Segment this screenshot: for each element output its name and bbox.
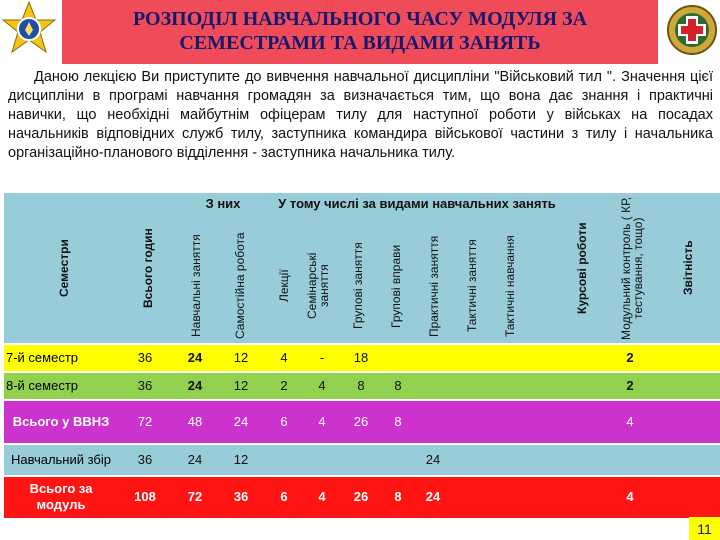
cell-practical xyxy=(418,400,448,444)
cell-lectures: 6 xyxy=(280,414,288,429)
header-of-them: З них xyxy=(205,196,241,211)
header-group-classes: Групові заняття xyxy=(351,242,365,330)
cell-group-classes: 8 xyxy=(357,378,365,393)
cell-module-control: 2 xyxy=(626,378,634,393)
header-module-control: Модульний контроль ( КР, тестування, тощо) xyxy=(619,196,645,340)
cell-self-study: 24 xyxy=(233,414,249,429)
cell-seminars xyxy=(310,444,334,476)
cell-group-classes: 18 xyxy=(353,350,369,365)
cell-practical: 24 xyxy=(425,489,441,504)
cell-total: 36 xyxy=(137,378,153,393)
cell-module-control: 2 xyxy=(626,350,634,365)
cell-classroom: 24 xyxy=(187,378,203,393)
header-seminars: Семінарські заняття xyxy=(305,252,331,320)
header-semesters: Семестри xyxy=(57,239,71,297)
page-number: 11 xyxy=(689,517,720,540)
header-classroom: Навчальні заняття xyxy=(189,234,203,338)
cell-self-study: 12 xyxy=(233,378,249,393)
cell-total: 36 xyxy=(137,452,153,467)
cell-group-exercises: 8 xyxy=(394,378,402,393)
cell-practical xyxy=(418,372,448,400)
cell-classroom: 48 xyxy=(187,414,203,429)
cell-classroom: 72 xyxy=(187,489,203,504)
row-label: 7-й семестр xyxy=(6,350,79,365)
title-line-2: СЕМЕСТРАМИ ТА ВИДАМИ ЗАНЯТЬ xyxy=(179,32,541,54)
header-coursework: Курсові роботи xyxy=(575,222,589,314)
cell-lectures: 4 xyxy=(280,350,288,365)
cell-total: 36 xyxy=(137,350,153,365)
cell-group-classes: 26 xyxy=(353,414,369,429)
cell-total: 108 xyxy=(134,489,156,504)
cell-module-control: 4 xyxy=(626,414,634,429)
cell-seminars: - xyxy=(319,350,325,365)
cell-lectures: 6 xyxy=(280,489,288,504)
cell-classroom: 24 xyxy=(187,452,203,467)
cell-group-exercises: 8 xyxy=(394,489,402,504)
cell-module-control xyxy=(616,444,644,476)
header-by-type: У тому числі за видами навчальних занять xyxy=(278,196,556,211)
cell-total: 72 xyxy=(137,414,153,429)
header-total-hours: Всього годин xyxy=(141,228,155,308)
cell-seminars: 4 xyxy=(318,414,326,429)
row-label: Всього у ВВНЗ xyxy=(12,414,110,429)
cell-lectures xyxy=(272,444,296,476)
header-reporting: Звітність xyxy=(681,240,695,296)
cell-seminars: 4 xyxy=(318,489,326,504)
cell-practical: 24 xyxy=(425,452,441,467)
header-practical: Практичні заняття xyxy=(427,235,441,337)
cell-self-study: 36 xyxy=(233,489,249,504)
cell-self-study: 12 xyxy=(233,452,249,467)
cell-group-exercises: 8 xyxy=(394,414,402,429)
intro-paragraph: Даною лекцією Ви приступите до вивчення навчальної дисципліни "Військовий тил ". Значення цієї дисципліни в програмі навчання громадян за визначається тим, що вона дає знання і практичні навички, що необхідні майбутнім офіцерам тилу для наступної роботи у військах на посадах начальників відповідних служб тилу, заступника командира військової частини з тилу і начальника організаційно-планового відділення - заступника начальника тилу. xyxy=(8,69,713,161)
cell-seminars: 4 xyxy=(318,378,326,393)
cell-group-exercises xyxy=(386,344,410,372)
title-line-1: РОЗПОДІЛ НАВЧАЛЬНОГО ЧАСУ МОДУЛЯ ЗА xyxy=(132,8,588,30)
header-tactical-classes: Тактичні заняття xyxy=(465,239,479,333)
cell-self-study: 12 xyxy=(233,350,249,365)
header-self-study: Самостійна робота xyxy=(233,232,247,340)
cell-module-control: 4 xyxy=(626,489,634,504)
cell-group-classes xyxy=(346,444,376,476)
cell-lectures: 2 xyxy=(280,378,288,393)
row-label: 8-й семестр xyxy=(6,378,79,393)
cell-group-classes: 26 xyxy=(353,489,369,504)
cell-practical xyxy=(418,344,448,372)
header-tactical-training: Тактичні навчання xyxy=(503,235,517,337)
header-lectures: Лекції xyxy=(277,269,291,303)
row-label: Навчальний збір xyxy=(11,452,111,467)
cell-group-exercises xyxy=(386,444,410,476)
row-label: Всього за модуль xyxy=(29,481,93,512)
cell-classroom: 24 xyxy=(187,350,203,365)
header-group-exercises: Групові вправи xyxy=(389,244,403,328)
